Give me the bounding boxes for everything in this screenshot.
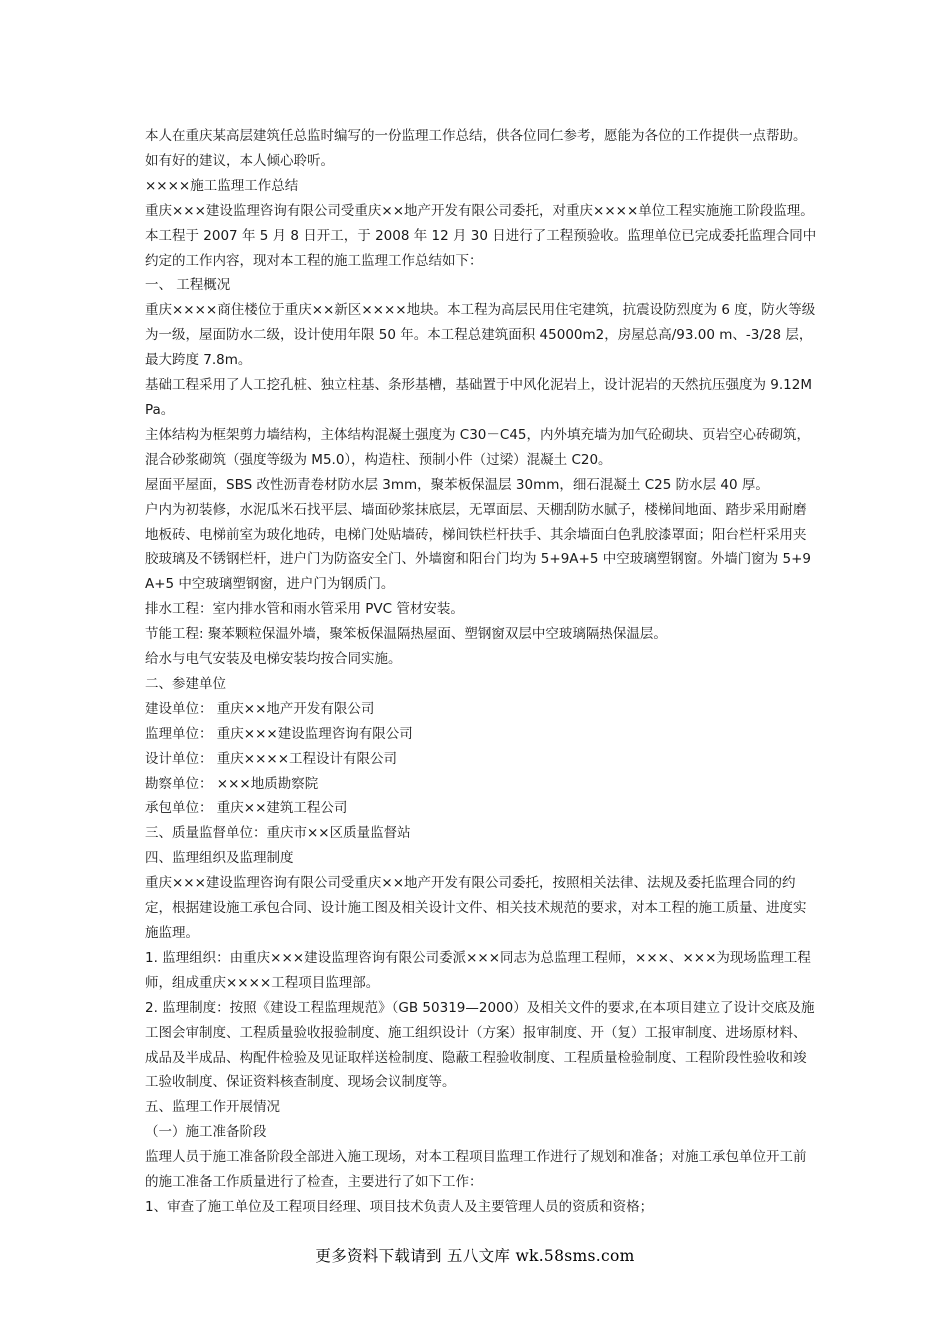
section-heading: 二、参建单位 [145,675,226,692]
unit-line: 监理单位： 重庆×××建设监理咨询有限公司 [145,725,413,742]
paragraph: 基础工程采用了人工挖孔桩、独立柱基、条形基槽，基础置于中风化泥岩上，设计泥岩的天然抗压强度为 9.12MPa。 [145,377,812,418]
paragraph: 1、审查了施工单位及工程项目经理、项目技术负责人及主要管理人员的资质和资格； [145,1198,654,1215]
footer-text: 更多资料下载请到 五八文库 wk.58sms.com [315,1247,635,1265]
paragraph: 1. 监理组织：由重庆×××建设监理咨询有限公司委派×××同志为总监理工程师，×××、×××为现场监理工程师，组成重庆××××工程项目监理部。 [145,949,811,991]
paragraph: 户内为初装修，水泥瓜米石找平层、墙面砂浆抹底层，无罩面层、天棚刮防水腻子，楼梯间地面、踏步采用耐磨地板砖、电梯前室为玻化地砖，电梯门处贴墙砖，梯间铁栏杆扶手、其余墙面白色乳胶漆罩面；阳台栏杆采用夹胶玻璃及不锈钢栏杆，进户门为防盗安全门、外墙窗和阳台门均为 5+9A+5 中空玻璃塑钢窗。外墙门窗为 5+9A+5 中空玻璃塑钢窗，进户门为钢质门。 [145,501,811,593]
unit-line: 勘察单位： ×××地质勘察院 [145,775,319,792]
paragraph: 屋面平屋面，SBS 改性沥青卷材防水层 3mm，聚苯板保温层 30mm，细石混凝土 C25 防水层 40 厚。 [145,476,769,493]
paragraph: 2. 监理制度：按照《建设工程监理规范》（GB 50319—2000）及相关文件的要求,在本项目建立了设计交底及施工图会审制度、工程质量验收报验制度、施工组织设计（方案）报审制度、开（复）工报审制度、进场原材料、成品及半成品、构配件检验及见证取样送检制度、隐蔽工程验收制度、工程质量检验制度、工程阶段性验收和竣工验收制度、保证资料核查制度、现场会议制度等。 [145,999,815,1091]
document-body [145,124,817,1220]
paragraph: 本人在重庆某高层建筑任总监时编写的一份监理工作总结，供各位同仁参考，愿能为各位的工作提供一点帮助。如有好的建议，本人倾心聆听。 [145,128,807,169]
section-heading: 三、质量监督单位：重庆市××区质量监督站 [145,825,411,842]
section-heading: 五、监理工作开展情况 [145,1099,280,1116]
paragraph: 重庆×××建设监理咨询有限公司受重庆××地产开发有限公司委托，按照相关法律、法规及委托监理合同的约定，根据建设施工承包合同、设计施工图及相关设计文件、相关技术规范的要求，对本工程的施工质量、进度实施监理。 [145,875,807,941]
unit-line: 承包单位： 重庆××建筑工程公司 [145,800,348,817]
unit-line: 建设单位： 重庆××地产开发有限公司 [145,700,375,717]
paragraph: 监理人员于施工准备阶段全部进入施工现场，对本工程项目监理工作进行了规划和准备；对施工承包单位开工前的施工准备工作质量进行了检查，主要进行了如下工作： [145,1149,807,1191]
paragraph: 主体结构为框架剪力墙结构，主体结构混凝土强度为 C30－C45，内外填充墙为加气砼砌块、页岩空心砖砌筑，混合砂浆砌筑（强度等级为 M5.0），构造柱、预制小件（过梁）混凝土 C20。 [145,426,810,468]
document-title: ××××施工监理工作总结 [145,177,299,194]
unit-line: 设计单位： 重庆××××工程设计有限公司 [145,750,398,767]
section-heading: 四、监理组织及监理制度 [145,850,294,867]
paragraph: 排水工程：室内排水管和雨水管采用 PVC 管材安装。 [145,601,464,618]
paragraph: 节能工程: 聚苯颗粒保温外墙，聚笨板保温隔热屋面、塑钢窗双层中空玻璃隔热保温层。 [145,626,667,643]
subsection-heading: （一）施工准备阶段 [145,1124,267,1141]
paragraph: 重庆×××建设监理咨询有限公司受重庆××地产开发有限公司委托，对重庆××××单位工程实施施工阶段监理。本工程于 2007 年 5 月 8 日开工，于 2008 年 12 月 30 日进行了工程预验收。监理单位已完成委托监理合同中约定的工作内容，现对本工程的施工监理工作总结如下： [145,202,817,269]
paragraph: 给水与电气安装及电梯安装均按合同实施。 [145,651,402,668]
paragraph: 重庆××××商住楼位于重庆××新区××××地块。本工程为高层民用住宅建筑，抗震设防烈度为 6 度，防火等级为一级，屋面防水二级，设计使用年限 50 年。本工程总建筑面积 45000m2，房屋总高/93.00 m、-3/28 层，最大跨度 7.8m。 [145,302,816,369]
section-heading: 一、 工程概况 [145,277,231,294]
